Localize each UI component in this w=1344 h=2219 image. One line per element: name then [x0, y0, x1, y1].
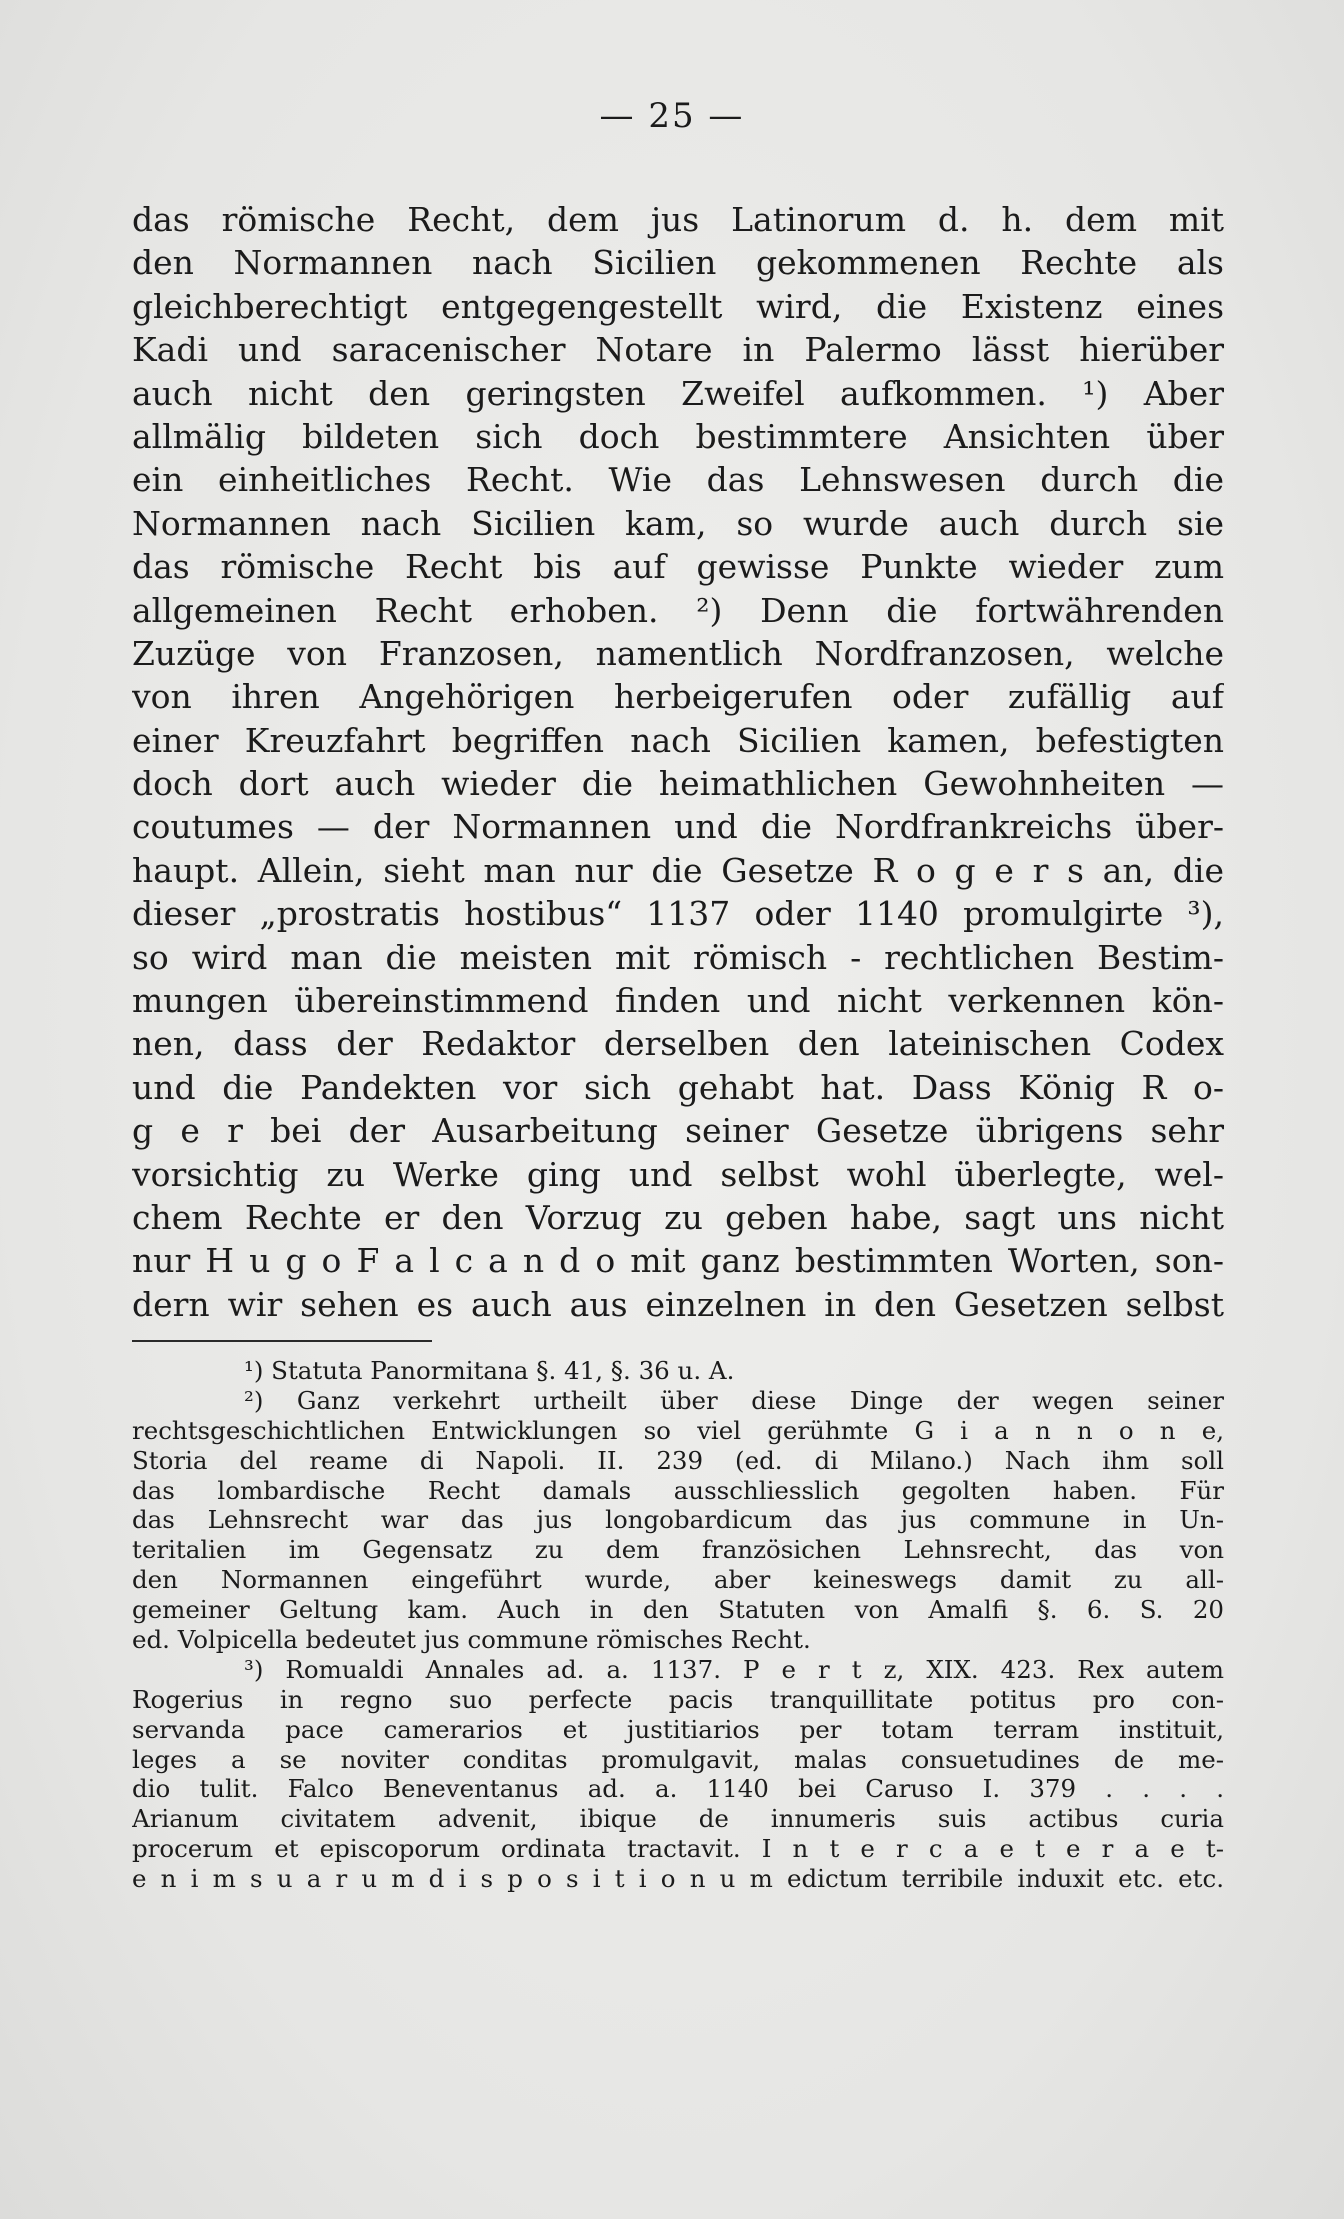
text-line: allmälig bildeten sich doch bestimmtere Ansichten über [132, 416, 1224, 456]
footnote-line: ed. Volpicella bedeutet jus commune römisches Recht. [132, 1625, 811, 1655]
footnote-line: ¹) Statuta Panormitana §. 41, §. 36 u. A. [244, 1356, 735, 1385]
text-line: einer Kreuzfahrt begriffen nach Sicilien kamen, befestigten [132, 720, 1224, 760]
text-line: den Normannen nach Sicilien gekommenen Rechte als [132, 243, 1224, 283]
footnote-line: den Normannen eingeführt wurde, aber keineswegs damit zu all- [132, 1565, 1224, 1595]
footnote-line: das Lehnsrecht war das jus longobardicum das jus commune in Un- [132, 1505, 1224, 1535]
text-line: und die Pandekten vor sich gehabt hat. Dass König R o- [132, 1067, 1224, 1107]
text-line: Zuzüge von Franzosen, namentlich Nordfranzosen, welche [132, 633, 1224, 673]
text-line: vorsichtig zu Werke ging und selbst wohl überlegte, wel- [132, 1154, 1224, 1194]
footnote-divider [132, 1340, 432, 1342]
footnote-line: ²) Ganz verkehrt urtheilt über diese Dinge der wegen seiner [244, 1385, 1224, 1415]
footnote-line: das lombardische Recht damals ausschliesslich gegolten haben. Für [132, 1475, 1224, 1505]
main-text-block [132, 198, 1224, 1326]
page-number: — 25 — [599, 96, 745, 136]
text-line: allgemeinen Recht erhoben. ²) Denn die fortwährenden [132, 590, 1224, 630]
footnote-line: procerum et episcoporum ordinata tractavit. I n t e r c a e t e r a e t- [132, 1834, 1224, 1864]
footnote-line: e n i m s u a r u m d i s p o s i t i o n u m edictum terribile induxit etc. etc. [132, 1864, 1224, 1894]
text-line: mungen übereinstimmend finden und nicht verkennen kön- [132, 981, 1224, 1021]
footnotes-block [132, 1356, 1224, 1894]
footnote-line: gemeiner Geltung kam. Auch in den Statuten von Amalfi §. 6. S. 20 [132, 1595, 1224, 1625]
text-line: ein einheitliches Recht. Wie das Lehnswesen durch die [132, 460, 1224, 500]
footnote-line: Arianum civitatem advenit, ibique de innumeris suis actibus curia [132, 1804, 1224, 1834]
footnote-line: ³) Romualdi Annales ad. a. 1137. P e r t z, XIX. 423. Rex autem [244, 1654, 1224, 1684]
text-line: chem Rechte er den Vorzug zu geben habe, sagt uns nicht [132, 1197, 1224, 1237]
text-line: doch dort auch wieder die heimathlichen Gewohnheiten — [132, 764, 1224, 804]
text-line: dern wir sehen es auch aus einzelnen in den Gesetzen selbst [132, 1284, 1224, 1324]
text-line: haupt. Allein, sieht man nur die Gesetze R o g e r s an, die [132, 850, 1224, 890]
text-line: das römische Recht bis auf gewisse Punkte wieder zum [132, 547, 1224, 587]
text-line: auch nicht den geringsten Zweifel aufkommen. ¹) Aber [132, 373, 1224, 413]
footnote-line: servanda pace camerarios et justitiarios per totam terram instituit, [132, 1714, 1224, 1744]
text-line: coutumes — der Normannen und die Nordfrankreichs über- [132, 807, 1224, 847]
footnote-line: leges a se noviter conditas promulgavit, malas consuetudines de me- [132, 1744, 1224, 1774]
text-line: nur H u g o F a l c a n d o mit ganz bestimmten Worten, son- [132, 1241, 1224, 1281]
text-line: Kadi und saracenischer Notare in Palermo lässt hierüber [132, 330, 1224, 370]
footnote-line: dio tulit. Falco Beneventanus ad. a. 1140 bei Caruso I. 379 . . . . [132, 1774, 1224, 1804]
footnote-line: Rogerius in regno suo perfecte pacis tranquillitate potitus pro con- [132, 1684, 1224, 1714]
text-line: g e r bei der Ausarbeitung seiner Gesetze übrigens sehr [132, 1111, 1224, 1151]
footnote-line: teritalien im Gegensatz zu dem französichen Lehnsrecht, das von [132, 1535, 1224, 1565]
footnote-line: Storia del reame di Napoli. II. 239 (ed. di Milano.) Nach ihm soll [132, 1445, 1224, 1475]
text-line: von ihren Angehörigen herbeigerufen oder zufällig auf [132, 677, 1224, 717]
text-line: so wird man die meisten mit römisch - rechtlichen Bestim- [132, 937, 1224, 977]
text-line: gleichberechtigt entgegengestellt wird, die Existenz eines [132, 286, 1224, 326]
text-line: nen, dass der Redaktor derselben den lateinischen Codex [132, 1024, 1224, 1064]
text-line: dieser „prostratis hostibus“ 1137 oder 1140 promulgirte ³), [132, 894, 1224, 934]
footnote-line: rechtsgeschichtlichen Entwicklungen so viel gerühmte G i a n n o n e, [132, 1415, 1224, 1445]
text-line: das römische Recht, dem jus Latinorum d. h. dem mit [132, 200, 1224, 239]
text-line: Normannen nach Sicilien kam, so wurde auch durch sie [132, 503, 1224, 543]
